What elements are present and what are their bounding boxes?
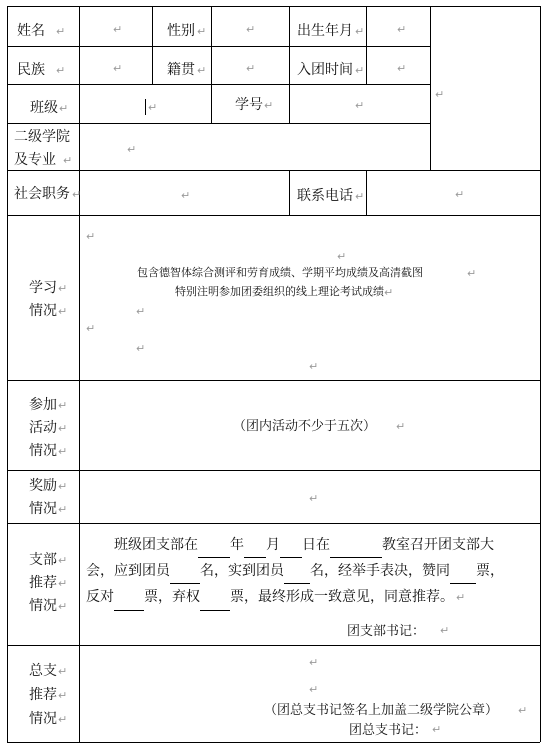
award-label-2: 情况: [29, 501, 57, 517]
return-mark: ↵: [58, 600, 68, 613]
day-blank[interactable]: [280, 543, 302, 558]
column-line: [7, 6, 8, 742]
return-mark: ↵: [72, 188, 82, 201]
study-note-2: 特别注明参加团委组织的线上理论考试成绩: [175, 285, 384, 298]
return-mark: ↵: [56, 25, 66, 38]
row-line: [7, 6, 540, 7]
return-mark: ↵: [337, 250, 347, 263]
activity-label-3: 情况: [29, 443, 57, 459]
return-mark: ↵: [136, 305, 146, 318]
return-mark: ↵: [197, 25, 207, 38]
ethnicity-value-field[interactable]: ↵: [113, 62, 123, 75]
award-label-1: 奖励: [29, 478, 57, 494]
column-line: [366, 6, 367, 84]
name-label: 姓名: [17, 23, 45, 39]
return-mark: ↵: [58, 577, 68, 590]
text-cursor: [145, 99, 146, 115]
column-line: [289, 6, 290, 123]
column-line: [430, 6, 431, 170]
column-line: [289, 170, 290, 215]
return-mark: ↵: [58, 503, 68, 516]
league-date-value-field[interactable]: ↵: [397, 62, 407, 75]
actual-members-blank[interactable]: [284, 569, 310, 584]
branch-line-3: 反对 票，弃权 票，最终形成一致意见，同意推荐。 ↵: [86, 584, 532, 611]
branch-label-1: 支部: [29, 552, 57, 568]
general-secretary-signature-field[interactable]: ↵: [432, 723, 442, 736]
class-label: 班级: [30, 100, 58, 116]
expected-members-blank[interactable]: [170, 569, 200, 584]
column-line: [211, 6, 212, 123]
award-value-field[interactable]: ↵: [309, 492, 319, 505]
return-mark: ↵: [355, 25, 365, 38]
return-mark: ↵: [355, 190, 365, 203]
general-label-2: 推荐: [29, 687, 57, 703]
return-mark: ↵: [58, 305, 68, 318]
branch-label-3: 情况: [29, 598, 57, 614]
return-mark: ↵: [136, 342, 146, 355]
row-line: [7, 645, 540, 646]
activity-label-1: 参加: [29, 397, 57, 413]
general-label-3: 情况: [29, 711, 57, 727]
college-major-label-1: 二级学院: [14, 129, 70, 145]
general-note: （团总支书记签名上加盖二级学院公章）: [264, 703, 499, 718]
college-major-label-2: 及专业: [14, 152, 56, 168]
row-line: [7, 84, 430, 85]
votes-against-blank[interactable]: [114, 596, 144, 611]
student-id-value-field[interactable]: ↵: [355, 99, 365, 112]
class-value-field[interactable]: ↵: [148, 101, 158, 114]
return-mark: ↵: [58, 422, 68, 435]
college-major-value-field[interactable]: ↵: [127, 143, 137, 156]
return-mark: ↵: [86, 230, 96, 243]
study-label-2: 情况: [29, 303, 57, 319]
return-mark: ↵: [86, 322, 96, 335]
column-line: [366, 170, 367, 215]
return-mark: ↵: [197, 64, 207, 77]
league-date-label: 入团时间: [297, 62, 353, 78]
row-line: [7, 170, 540, 171]
row-line: [7, 123, 430, 124]
social-role-value-field[interactable]: ↵: [181, 189, 191, 202]
return-mark: ↵: [58, 282, 68, 295]
study-value-field[interactable]: ↵: [309, 360, 319, 373]
branch-recommendation-text: [86, 532, 532, 611]
month-blank[interactable]: [244, 543, 266, 558]
activity-value-field[interactable]: ↵: [396, 420, 406, 433]
study-note-1: 包含德智体综合测评和劳育成绩、学期平均成绩及高清截图: [137, 266, 423, 279]
study-label-1: 学习: [29, 280, 57, 296]
abstain-blank[interactable]: [200, 596, 230, 611]
return-mark: ↵: [309, 656, 319, 669]
return-mark: ↵: [63, 154, 73, 167]
return-mark: ↵: [58, 445, 68, 458]
return-mark: ↵: [518, 704, 528, 717]
year-blank[interactable]: [198, 543, 230, 558]
general-label-1: 总支: [29, 663, 57, 679]
branch-secretary-signature-field[interactable]: ↵: [440, 624, 450, 637]
branch-line-2: 会，应到团员 名，实到团员 名，经举手表决，赞同 票，: [86, 558, 532, 584]
gender-label: 性别: [167, 23, 195, 39]
phone-value-field[interactable]: ↵: [455, 188, 465, 201]
return-mark: ↵: [58, 689, 68, 702]
column-line: [152, 6, 153, 84]
branch-label-2: 推荐: [29, 575, 57, 591]
gender-value-field[interactable]: ↵: [246, 23, 256, 36]
native-place-label: 籍贯: [167, 62, 195, 78]
votes-for-blank[interactable]: [450, 569, 476, 584]
name-value-field[interactable]: ↵: [113, 23, 123, 36]
return-mark: ↵: [309, 683, 319, 696]
ethnicity-label: 民族: [17, 62, 45, 78]
return-mark: ↵: [58, 480, 68, 493]
return-mark: ↵: [58, 554, 68, 567]
column-line: [79, 6, 80, 742]
classroom-blank[interactable]: [330, 543, 382, 558]
native-place-value-field[interactable]: ↵: [246, 62, 256, 75]
phone-label: 联系电话: [297, 188, 353, 204]
return-mark: ↵: [355, 64, 365, 77]
row-line: [7, 523, 540, 524]
student-id-label: 学号: [235, 97, 263, 113]
birth-label: 出生年月: [297, 23, 353, 39]
general-secretary-label: 团总支书记：: [349, 723, 428, 738]
row-line: [7, 215, 540, 216]
return-mark: ↵: [384, 286, 394, 299]
return-mark: ↵: [59, 102, 69, 115]
return-mark: ↵: [58, 713, 68, 726]
photo-area: ↵: [435, 88, 445, 101]
return-mark: ↵: [264, 99, 274, 112]
branch-line-1: 班级团支部在 年 月 日在 教室召开团支部大: [86, 532, 532, 558]
row-line: [7, 380, 540, 381]
return-mark: ↵: [58, 665, 68, 678]
activity-note: （团内活动不少于五次）: [233, 419, 377, 434]
return-mark: ↵: [467, 267, 477, 280]
branch-secretary-label: 团支部书记：: [347, 624, 426, 639]
column-line: [540, 6, 541, 742]
birth-value-field[interactable]: ↵: [397, 23, 407, 36]
activity-label-2: 活动: [29, 420, 57, 436]
social-role-label: 社会职务: [14, 186, 70, 202]
return-mark: ↵: [56, 64, 66, 77]
row-line: [7, 742, 540, 743]
return-mark: ↵: [58, 399, 68, 412]
row-line: [7, 470, 540, 471]
